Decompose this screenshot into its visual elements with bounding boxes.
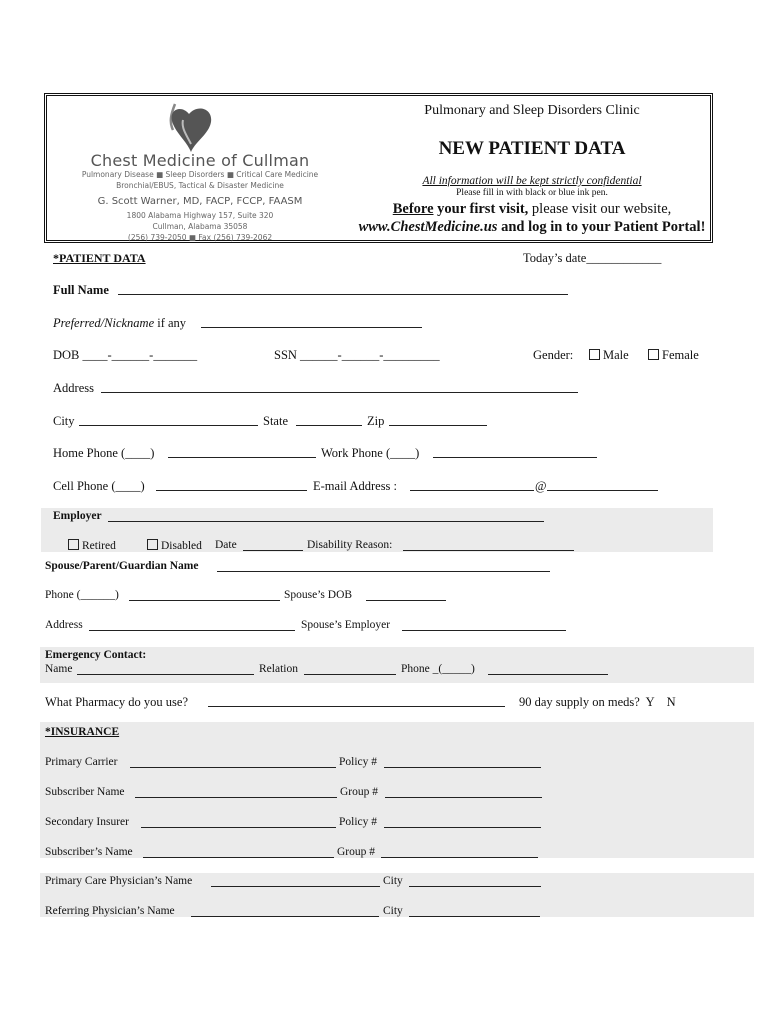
primary-carrier-field[interactable]: [130, 756, 336, 768]
emergency-name-field[interactable]: [77, 663, 254, 675]
portal-instruction: [353, 219, 711, 236]
logo-specialties: Pulmonary Disease ■ Sleep Disorders ■ Critical Care Medicine: [81, 170, 319, 179]
guardian-name-label: Spouse/Parent/Guardian Name: [45, 560, 199, 572]
full-name-field[interactable]: [118, 283, 568, 295]
insurance-heading: *INSURANCE: [45, 726, 120, 738]
ink-note: Please fill in with black or blue ink pen.: [456, 188, 608, 198]
gender-female-option[interactable]: Female: [648, 348, 699, 363]
dob-field[interactable]: DOB ____-______-_______: [53, 348, 198, 362]
state-field[interactable]: [296, 414, 362, 426]
checkbox-icon: [589, 349, 600, 360]
subscriber-name-label: Subscriber Name: [45, 786, 125, 798]
primary-group-field[interactable]: [385, 786, 542, 798]
todays-date-field[interactable]: Today’s date____________: [523, 251, 662, 265]
zip-field[interactable]: [389, 414, 487, 426]
date-label: Date: [215, 539, 237, 551]
gender-label: Gender:: [533, 348, 574, 362]
disability-reason-field[interactable]: [403, 539, 574, 551]
state-label: State: [263, 414, 288, 428]
emergency-contact-heading: Emergency Contact:: [45, 649, 147, 661]
referring-city-field[interactable]: [409, 905, 540, 917]
home-phone-field[interactable]: [168, 446, 316, 458]
employer-label: Employer: [53, 510, 102, 522]
subscriber-name-field[interactable]: [135, 786, 337, 798]
clinic-logo-icon: [165, 100, 215, 154]
portal-text: and log in to your Patient Portal!: [497, 219, 706, 235]
spouse-address-field[interactable]: [89, 619, 295, 631]
spouse-phone-label: Phone (______): [45, 589, 119, 601]
pharmacy-field[interactable]: [208, 695, 505, 707]
pcp-city-field[interactable]: [409, 875, 541, 887]
gender-male-option[interactable]: Male: [589, 348, 629, 363]
emergency-name-label: Name: [45, 663, 73, 675]
spouse-dob-field[interactable]: [366, 589, 446, 601]
spouse-phone-field[interactable]: [129, 589, 280, 601]
email-user-field[interactable]: [410, 479, 534, 491]
logo-phone: (256) 739-2050 ■ Fax (256) 739-2062: [127, 233, 273, 242]
emergency-phone-field[interactable]: [488, 663, 608, 675]
pcp-city-label: City: [383, 875, 403, 887]
spouse-employer-label: Spouse’s Employer: [301, 619, 391, 631]
ssn-field[interactable]: SSN ______-______-_________: [274, 348, 440, 362]
subscribers-name-label: Subscriber’s Name: [45, 846, 133, 858]
email-label: E-mail Address :: [313, 479, 398, 493]
secondary-group-field[interactable]: [381, 846, 538, 858]
work-phone-label: Work Phone (____): [321, 446, 420, 460]
primary-policy-label: Policy #: [339, 756, 378, 768]
checkbox-icon: [648, 349, 659, 360]
zip-label: Zip: [367, 414, 385, 428]
visit-text-bold: your first visit,: [433, 201, 529, 217]
secondary-insurer-field[interactable]: [141, 816, 336, 828]
checkbox-icon: [147, 539, 158, 550]
visit-text: please visit our website,: [528, 201, 672, 217]
full-name-label: Full Name: [53, 283, 109, 297]
page-title: NEW PATIENT DATA: [438, 138, 626, 159]
day-supply-question[interactable]: 90 day supply on meds? Y N: [519, 695, 676, 709]
pharmacy-label: What Pharmacy do you use?: [45, 695, 189, 709]
visit-instruction: [353, 201, 711, 218]
referring-city-label: City: [383, 905, 403, 917]
home-phone-label: Home Phone (____): [53, 446, 155, 460]
address-field[interactable]: [101, 381, 578, 393]
emergency-phone-label: Phone _(_____): [401, 663, 475, 675]
spouse-address-label: Address: [45, 619, 83, 631]
primary-group-label: Group #: [340, 786, 379, 798]
secondary-policy-label: Policy #: [339, 816, 378, 828]
logo-services: Bronchial/EBUS, Tactical & Disaster Medicine: [116, 181, 284, 190]
email-domain-field[interactable]: [547, 479, 658, 491]
logo-address-line2: Cullman, Alabama 35058: [152, 222, 248, 231]
form-header: [44, 93, 713, 243]
checkbox-icon: [68, 539, 79, 550]
guardian-name-field[interactable]: [217, 560, 550, 572]
before-word: Before: [392, 201, 434, 217]
email-at-sign: @: [535, 479, 547, 493]
pcp-field[interactable]: [211, 875, 380, 887]
emergency-relation-field[interactable]: [304, 663, 396, 675]
preferred-field[interactable]: [201, 316, 422, 328]
primary-carrier-label: Primary Carrier: [45, 756, 118, 768]
pcp-label: Primary Care Physician’s Name: [45, 875, 193, 887]
spouse-dob-label: Spouse’s DOB: [284, 589, 353, 601]
city-field[interactable]: [79, 414, 258, 426]
patient-data-heading: *PATIENT DATA: [53, 251, 146, 265]
subscribers-name-field[interactable]: [143, 846, 334, 858]
cell-phone-label: Cell Phone (____): [53, 479, 145, 493]
disability-date-field[interactable]: [243, 539, 303, 551]
referring-field[interactable]: [191, 905, 379, 917]
spouse-employer-field[interactable]: [402, 619, 566, 631]
secondary-insurer-label: Secondary Insurer: [45, 816, 129, 828]
preferred-label: Preferred/Nickname if any: [53, 316, 187, 330]
employer-field[interactable]: [108, 510, 544, 522]
clinic-logo-name: Chest Medicine of Cullman: [90, 151, 310, 170]
website-link[interactable]: www.ChestMedicine.us: [358, 219, 498, 235]
disability-reason-label: Disability Reason:: [307, 539, 393, 551]
city-label: City: [53, 414, 75, 428]
primary-policy-field[interactable]: [384, 756, 541, 768]
logo-doctor: G. Scott Warner, MD, FACP, FCCP, FAASM: [97, 196, 303, 207]
cell-phone-field[interactable]: [156, 479, 307, 491]
confidential-note: All information will be kept strictly confidential: [422, 175, 642, 187]
emergency-relation-label: Relation: [259, 663, 298, 675]
work-phone-field[interactable]: [433, 446, 597, 458]
address-label: Address: [53, 381, 94, 395]
clinic-name: Pulmonary and Sleep Disorders Clinic: [424, 103, 640, 118]
logo-address-line1: 1800 Alabama Highway 157, Suite 320: [126, 211, 274, 220]
disabled-option[interactable]: Disabled: [147, 539, 202, 552]
referring-label: Referring Physician’s Name: [45, 905, 175, 917]
secondary-policy-field[interactable]: [384, 816, 541, 828]
retired-option[interactable]: Retired: [68, 539, 116, 552]
secondary-group-label: Group #: [337, 846, 376, 858]
